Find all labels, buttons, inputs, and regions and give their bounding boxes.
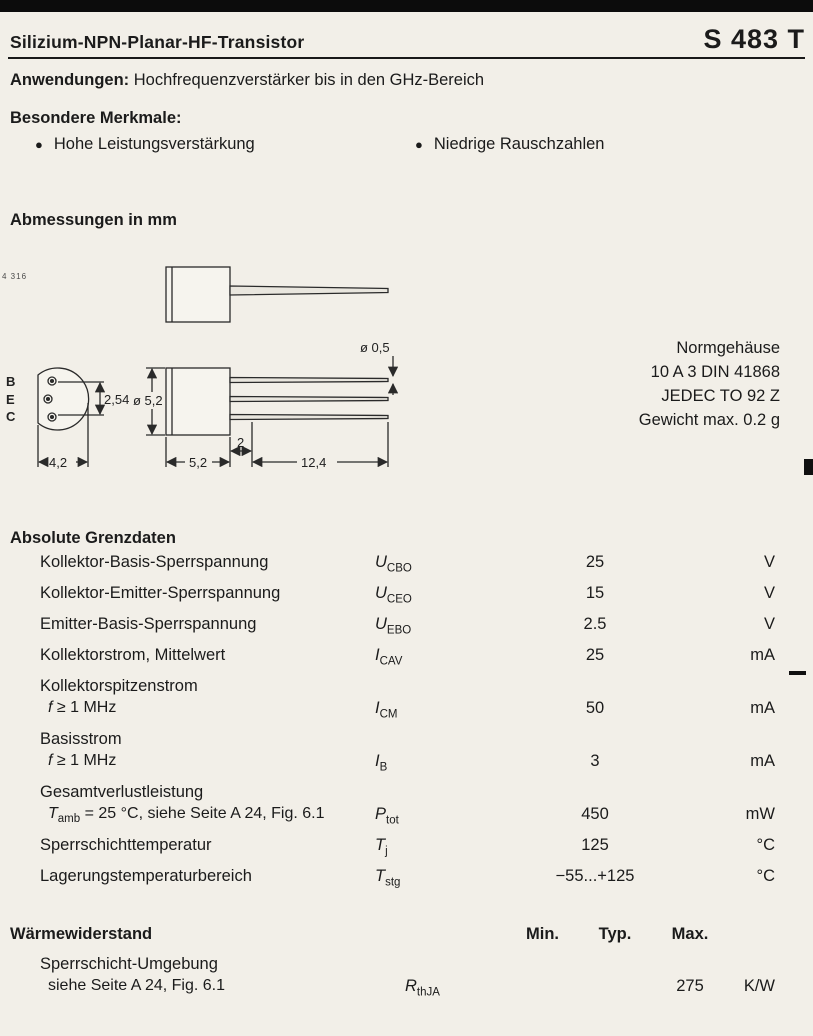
row-label: Kollektor-Emitter-Sperrspannung (40, 584, 281, 602)
row-symbol: $R_{thJA}$ (405, 977, 440, 999)
row-symbol: $I_B$ (375, 752, 388, 774)
row-value: 2.5 (583, 615, 607, 633)
row-symbol: $T_{stg}$ (375, 867, 401, 889)
lead-e (230, 397, 388, 402)
row-unit: K/W (743, 977, 775, 995)
applications-label: Anwendungen: (10, 71, 130, 89)
scan-artifact (789, 671, 806, 675)
row-value: 450 (581, 805, 609, 823)
row-label: Kollektorspitzenstrom f ≥ 1 MHz (40, 677, 198, 716)
package-info-line: Normgehäuse (676, 339, 780, 357)
lead-b (230, 378, 388, 383)
table-row (10, 948, 775, 1000)
row-value: 25 (585, 646, 605, 664)
applications-line (10, 71, 484, 90)
row-label: Kollektorstrom, Mittelwert (40, 646, 226, 664)
row-symbol: $U_{EBO}$ (375, 615, 412, 637)
package-info-line: JEDEC TO 92 Z (661, 387, 780, 405)
header-rule (8, 57, 805, 59)
row-symbol: $U_{CBO}$ (375, 553, 412, 575)
lead-c (230, 415, 388, 420)
row-symbol: $T_j$ (375, 836, 388, 858)
header (10, 24, 805, 55)
package-info-line: 10 A 3 DIN 41868 (650, 363, 780, 381)
applications-text: Hochfrequenzverstärker bis in den GHz-Bereich (133, 71, 485, 89)
table-row (10, 829, 775, 860)
col-min: Min. (526, 925, 559, 943)
row-unit: °C (756, 867, 775, 885)
table-row (10, 723, 775, 776)
table-row (10, 546, 775, 577)
col-typ: Typ. (598, 925, 632, 943)
dim-body-dia-label: ø 5,2 (133, 393, 163, 408)
row-label: Basisstrom f ≥ 1 MHz (40, 730, 122, 769)
row-symbol: $I_{CAV}$ (375, 646, 403, 668)
col-max: Max. (671, 925, 709, 943)
row-label: Sperrschichttemperatur (40, 836, 212, 854)
row-label: Lagerungstemperaturbereich (40, 867, 252, 885)
dim-body-len-label: 5,2 (189, 455, 208, 470)
row-unit: mA (750, 752, 775, 770)
features-heading: Besondere Merkmale: (10, 109, 182, 127)
row-label: Sperrschicht-Umgebung siehe Seite A 24, Fig. 6.1 (40, 955, 226, 994)
page-title: Silizium-NPN-Planar-HF-Transistor (10, 32, 305, 52)
row-unit: mW (745, 805, 775, 823)
row-unit: V (763, 584, 775, 602)
feature-item (415, 135, 604, 154)
thermal-header-row (10, 922, 775, 948)
bullet-icon: ● (35, 137, 43, 152)
dimensions-heading: Abmessungen in mm (10, 211, 177, 229)
package-info-line: Gewicht max. 0.2 g (638, 411, 780, 429)
limits-table (10, 546, 775, 891)
part-number: S 483 T (703, 24, 805, 54)
row-value: 50 (585, 699, 605, 717)
dim-pitch-label: 2,54 (104, 392, 130, 407)
row-value: −55...+125 (555, 867, 635, 885)
scan-artifact (804, 459, 813, 475)
row-unit: mA (750, 646, 775, 664)
bullet-icon: ● (415, 137, 423, 152)
row-label: Emitter-Basis-Sperrspannung (40, 615, 257, 633)
dim-depth-label: 4,2 (49, 455, 68, 470)
row-unit: mA (750, 699, 775, 717)
margin-note: 4 316 (2, 272, 28, 281)
feature-label: Niedrige Rauschzahlen (433, 135, 605, 153)
limits-heading: Absolute Grenzdaten (10, 529, 176, 547)
table-row (10, 577, 775, 608)
top-scan-bar (0, 0, 813, 12)
pin-label-b: B (6, 374, 16, 389)
feature-label: Hohe Leistungsverstärkung (53, 135, 255, 153)
package-drawing (0, 255, 520, 490)
package-bottom-view (38, 368, 89, 430)
row-max-value: 275 (676, 977, 704, 995)
row-value: 3 (590, 752, 600, 770)
package-body-side-view (166, 368, 230, 435)
pin-label-e: E (6, 392, 15, 407)
package-body-top-view (166, 267, 230, 322)
row-value: 15 (585, 584, 605, 602)
row-unit: °C (756, 836, 775, 854)
dim-lead-len-label: 12,4 (301, 455, 327, 470)
thermal-table (10, 922, 775, 1000)
table-row (10, 776, 775, 829)
thermal-heading: Wärmewiderstand (10, 925, 153, 943)
lead-top-view (230, 286, 388, 295)
package-info (639, 336, 780, 432)
pin-label-c: C (6, 409, 16, 424)
row-value: 125 (581, 836, 609, 854)
row-symbol: $U_{CEO}$ (375, 584, 412, 606)
feature-item (35, 135, 255, 154)
table-row (10, 860, 775, 891)
dim-lead-dia-label: ø 0,5 (360, 340, 390, 355)
row-unit: V (763, 615, 775, 633)
table-row (10, 639, 775, 670)
table-row (10, 670, 775, 723)
row-unit: V (763, 553, 775, 571)
row-symbol: $P_{tot}$ (375, 805, 399, 827)
row-symbol: $I_{CM}$ (375, 699, 398, 721)
row-label: Kollektor-Basis-Sperrspannung (40, 553, 269, 571)
dim-shoulder-label: 2 (237, 435, 245, 450)
row-value: 25 (585, 553, 605, 571)
table-row (10, 608, 775, 639)
row-label: Gesamtverlustleistung $T_{amb} = 25$ °C, siehe Seite A 24, Fig. 6.1 (40, 783, 325, 826)
